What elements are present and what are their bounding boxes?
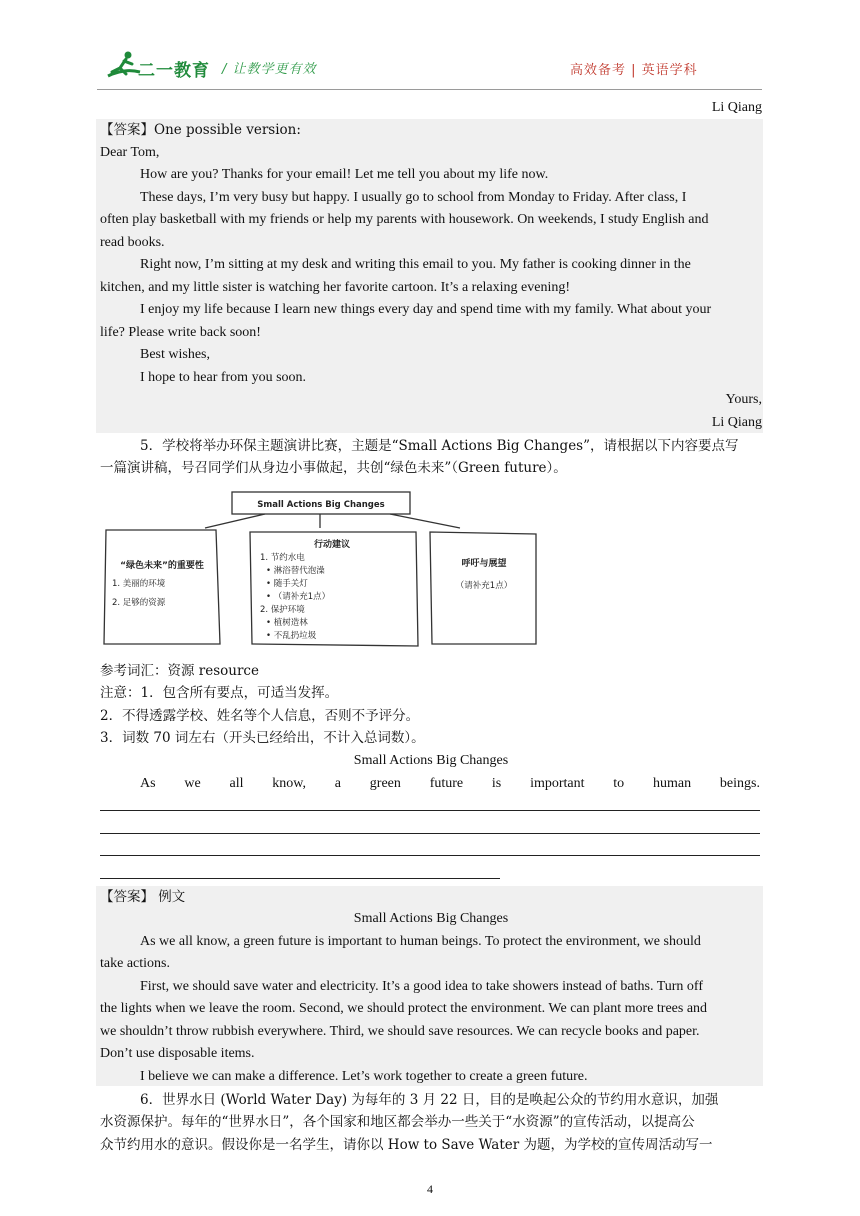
box2-item: 1. 节约水电 (260, 553, 305, 563)
q5-essay-title: Small Actions Big Changes (353, 753, 509, 768)
brand-name: 二一教育 (138, 61, 210, 81)
opening-word: all (229, 776, 244, 791)
box2-item: • 不乱扔垃圾 (266, 631, 317, 641)
letter-line: Best wishes, (140, 347, 210, 362)
opening-word: important (530, 776, 585, 791)
answer-blank-line[interactable] (100, 855, 760, 856)
letter-line: I hope to hear from you soon. (140, 370, 307, 385)
q5-note-3: 3．词数 70 词左右（开头已经给出，不计入总词数）。 (100, 730, 425, 746)
q5-prompt-line2: 一篇演讲稿，号召同学们从身边小事做起，共创“绿色未来”（Green future）。 (100, 460, 567, 476)
letter-line: These days, I’m very busy but happy. I usually go to school from Monday to Friday. After class, I (140, 190, 687, 205)
opening-word: As (140, 776, 156, 791)
essay-line: As we all know, a green future is important to human beings. To protect the environment, we should (140, 934, 701, 949)
page-number: 4 (427, 1182, 433, 1196)
box1-item: 2. 足够的资源 (112, 598, 166, 608)
box2-item: • 淋浴替代泡澡 (266, 566, 325, 576)
essay-line: we shouldn’t throw rubbish everywhere. Third, we should save resources. We can recycle books and paper. (100, 1024, 700, 1039)
box2-item: • 随手关灯 (266, 579, 308, 589)
answer1-label: 【答案】One possible version: (100, 122, 301, 138)
answer-blank-line[interactable] (100, 810, 760, 811)
letter-signature: Li Qiang (711, 415, 762, 430)
box3-item: （请补充1点） (455, 581, 513, 591)
q5-mind-map (100, 488, 540, 648)
box2-item: • （请补充1点） (266, 592, 331, 602)
answer-blank-line[interactable] (100, 833, 760, 834)
essay-line: Don’t use disposable items. (100, 1046, 255, 1061)
box3-title: 呼吁与展望 (461, 559, 507, 569)
header-divider (97, 89, 762, 90)
letter-line: Right now, I’m sitting at my desk and writing this email to you. My father is cooking dinner in the (140, 257, 691, 272)
header-subject-tag: 高效备考 | 英语学科 (570, 63, 698, 78)
letter-greeting: Dear Tom, (100, 145, 160, 160)
q6-prompt-line1: 6．世界水日 (World Water Day) 为每年的 3 月 22 日，目的是唤起公众的节约用水意识，加强 (140, 1092, 719, 1108)
opening-word: we (184, 776, 201, 791)
letter-line: I enjoy my life because I learn new things every day and spend time with my family. What about your (140, 302, 712, 317)
answer2-label: 【答案】 例文 (100, 889, 186, 905)
q6-prompt-line3: 众节约用水的意识。假设你是一名学生，请你以 How to Save Water 为题，为学校的宣传周活动写一 (100, 1137, 713, 1153)
letter-line: kitchen, and my little sister is watching her favorite cartoon. It’s a relaxing evening! (100, 280, 571, 295)
essay-line: the lights when we leave the room. Second, we should protect the environment. We can plant more trees and (100, 1001, 708, 1016)
letter-line: How are you? Thanks for your email! Let me tell you about my life now. (140, 167, 549, 182)
answer2-title: Small Actions Big Changes (353, 911, 509, 926)
opening-word: human (652, 776, 692, 791)
opening-word: is (491, 776, 502, 791)
box2-title: 行动建议 (313, 540, 351, 550)
box2-item: 2. 保护环境 (260, 605, 305, 615)
letter-line: life? Please write back soon! (100, 325, 261, 340)
essay-line: take actions. (100, 956, 170, 971)
letter-closing: Yours, (725, 392, 762, 407)
q5-vocab: 参考词汇：资源 resource (100, 663, 259, 679)
brand-slogan: / 让教学更有效 (222, 62, 317, 77)
letter-line: often play basketball with my friends or help my parents with housework. On weekends, I study English and (100, 212, 709, 227)
opening-word: beings. (719, 776, 760, 791)
opening-word: know, (272, 776, 306, 791)
q5-note-2: 2．不得透露学校、姓名等个人信息，否则不予评分。 (100, 708, 420, 724)
box1-item: 1. 美丽的环境 (112, 579, 166, 589)
opening-word: green (369, 776, 401, 791)
box1-title: “绿色未来”的重要性 (120, 561, 204, 571)
q6-prompt-line2: 水资源保护。每年的“世界水日”，各个国家和地区都会举办一些关于“水资源”的宣传活动，以提高公 (100, 1114, 695, 1130)
letter-line: read books. (100, 235, 165, 250)
q5-opening-sentence (140, 773, 760, 795)
answer-blank-line[interactable] (100, 878, 500, 879)
q5-prompt-line1: 5．学校将举办环保主题演讲比赛，主题是“Small Actions Big Changes”，请根据以下内容要点写 (140, 438, 739, 454)
q5-note-1: 注意：1．包含所有要点，可适当发挥。 (100, 685, 339, 701)
prev-signature: Li Qiang (711, 100, 762, 115)
essay-line: First, we should save water and electricity. It’s a good idea to take showers instead of baths. Turn off (140, 979, 703, 994)
opening-word: future (429, 776, 464, 791)
box2-item: • 植树造林 (266, 618, 308, 628)
opening-word: a (334, 776, 341, 791)
essay-line: I believe we can make a difference. Let’s work together to create a green future. (140, 1069, 588, 1084)
opening-word: to (613, 776, 625, 791)
mind-map-root: Small Actions Big Changes (257, 500, 385, 510)
